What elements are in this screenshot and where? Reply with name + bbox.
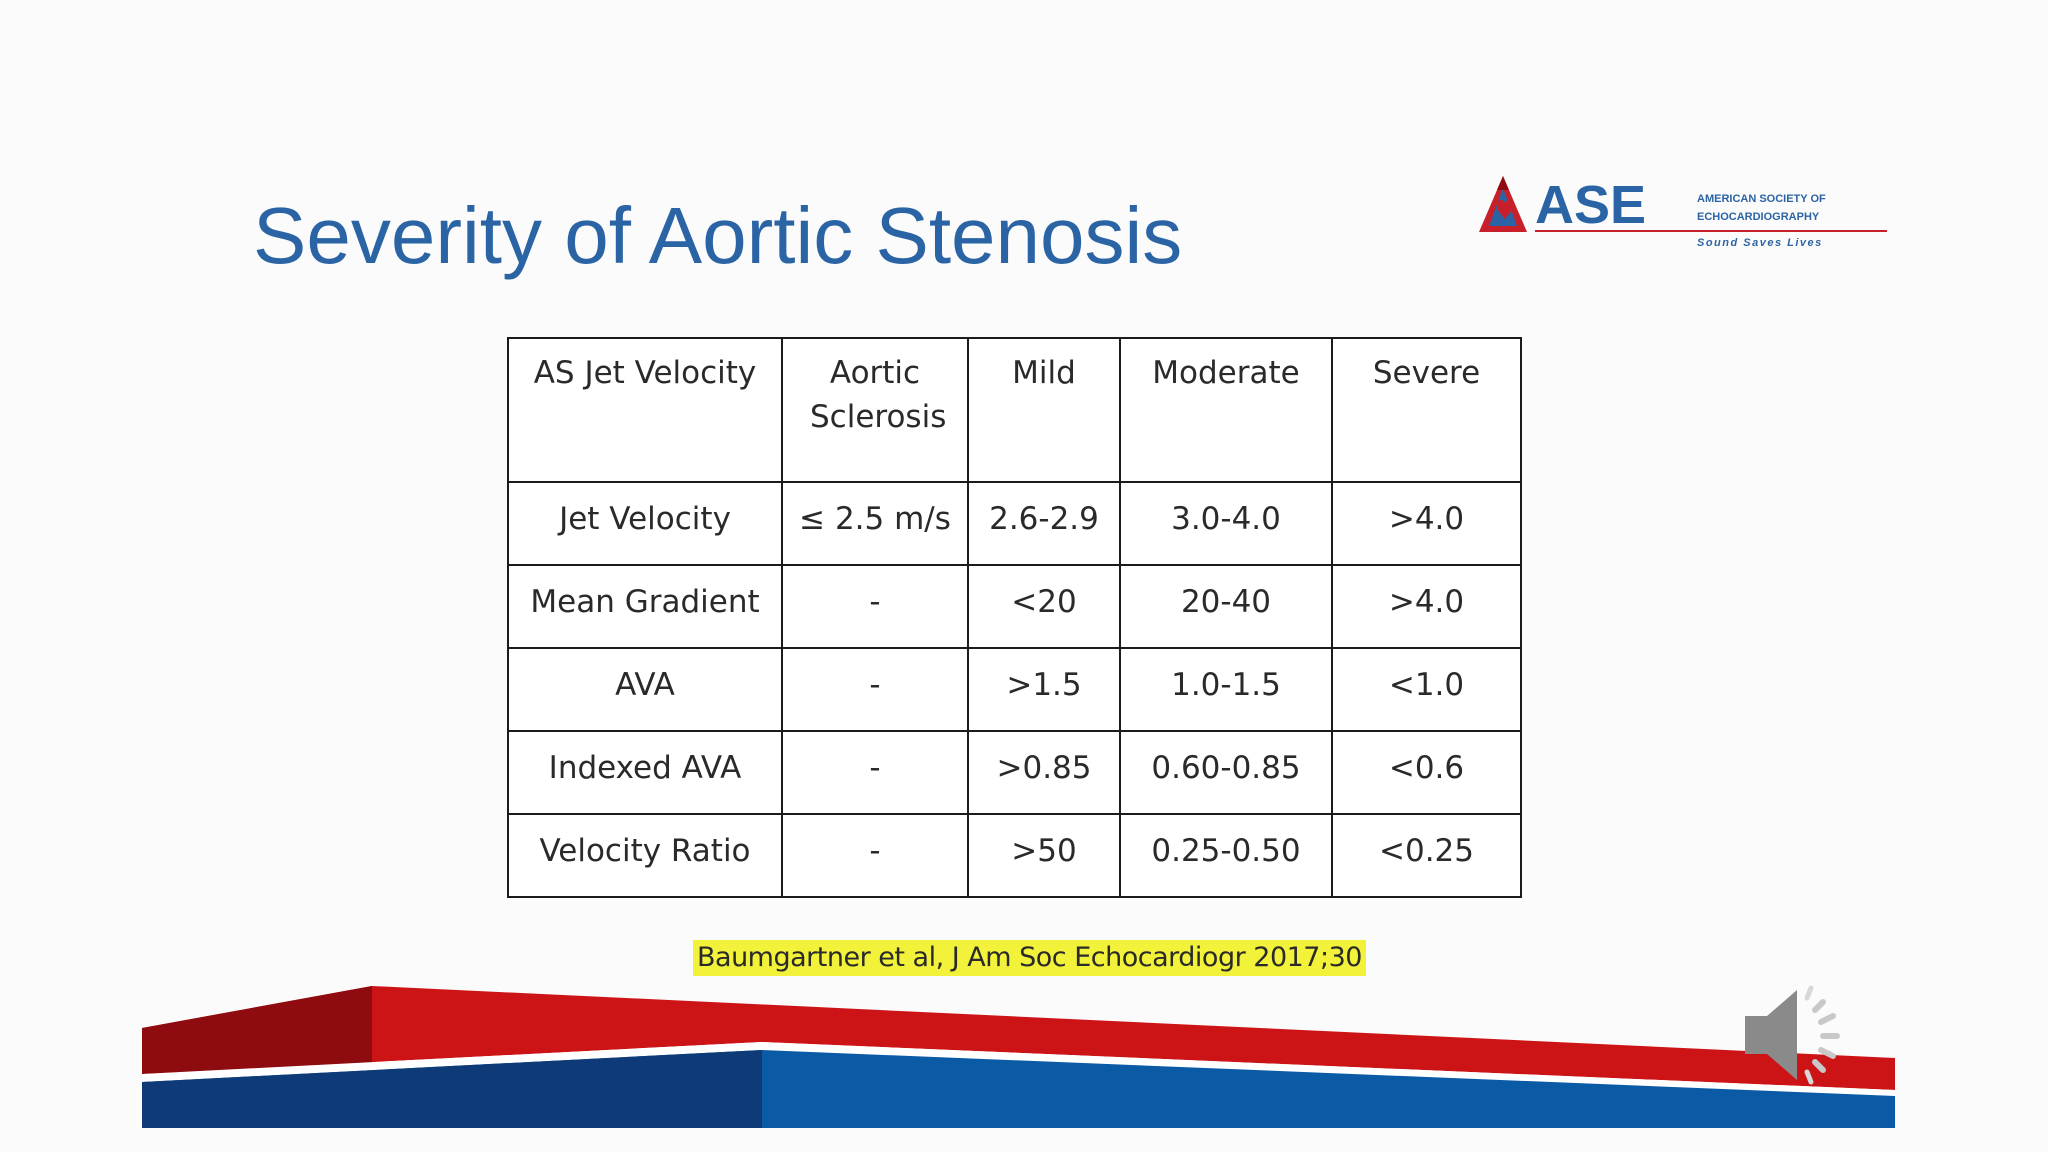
table-row: [508, 648, 1521, 731]
table-cell: >0.85: [968, 731, 1120, 814]
logo-org-line1: AMERICAN SOCIETY OF: [1697, 193, 1826, 205]
table-cell: Velocity Ratio: [508, 814, 782, 897]
table-cell: 2.6-2.9: [968, 482, 1120, 565]
logo-tagline: Sound Saves Lives: [1697, 237, 1823, 249]
header-aortic-sclerosis-label: Aortic Sclerosis: [810, 355, 947, 435]
speaker-icon[interactable]: [1735, 980, 1855, 1090]
header-aortic-sclerosis: [782, 338, 968, 482]
table-cell: ≤ 2.5 m/s: [782, 482, 968, 565]
table-cell: >4.0: [1332, 482, 1521, 565]
table-cell: >4.0: [1332, 565, 1521, 648]
table-cell: 1.0-1.5: [1120, 648, 1332, 731]
header-mild: Mild: [968, 338, 1120, 482]
severity-table: [507, 337, 1522, 898]
table-header-row: [508, 338, 1521, 482]
table-row: [508, 814, 1521, 897]
table-cell: 20-40: [1120, 565, 1332, 648]
table-cell: <0.25: [1332, 814, 1521, 897]
header-moderate: Moderate: [1120, 338, 1332, 482]
table-row: [508, 731, 1521, 814]
table-cell: <0.6: [1332, 731, 1521, 814]
table-cell: Indexed AVA: [508, 731, 782, 814]
ase-emblem-icon: [1479, 176, 1527, 232]
table-cell: Jet Velocity: [508, 482, 782, 565]
table-cell: -: [782, 814, 968, 897]
logo-org-line2: ECHOCARDIOGRAPHY: [1697, 211, 1820, 223]
table-cell: -: [782, 565, 968, 648]
logo-wordmark: ASE: [1535, 175, 1647, 235]
table-cell: 0.60-0.85: [1120, 731, 1332, 814]
citation: Baumgartner et al, J Am Soc Echocardiogr 2017;30: [693, 940, 1366, 976]
table-cell: Mean Gradient: [508, 565, 782, 648]
table-row: [508, 482, 1521, 565]
table-row: [508, 565, 1521, 648]
table-cell: 3.0-4.0: [1120, 482, 1332, 565]
table-cell: -: [782, 731, 968, 814]
table-cell: >1.5: [968, 648, 1120, 731]
table-cell: 0.25-0.50: [1120, 814, 1332, 897]
table-cell: >50: [968, 814, 1120, 897]
slide-title: Severity of Aortic Stenosis: [253, 191, 1183, 280]
ase-logo: [1475, 168, 1895, 258]
table-cell: AVA: [508, 648, 782, 731]
table-cell: <20: [968, 565, 1120, 648]
table-cell: -: [782, 648, 968, 731]
table-cell: <1.0: [1332, 648, 1521, 731]
header-severe: Severe: [1332, 338, 1521, 482]
header-as-jet-velocity: AS Jet Velocity: [508, 338, 782, 482]
